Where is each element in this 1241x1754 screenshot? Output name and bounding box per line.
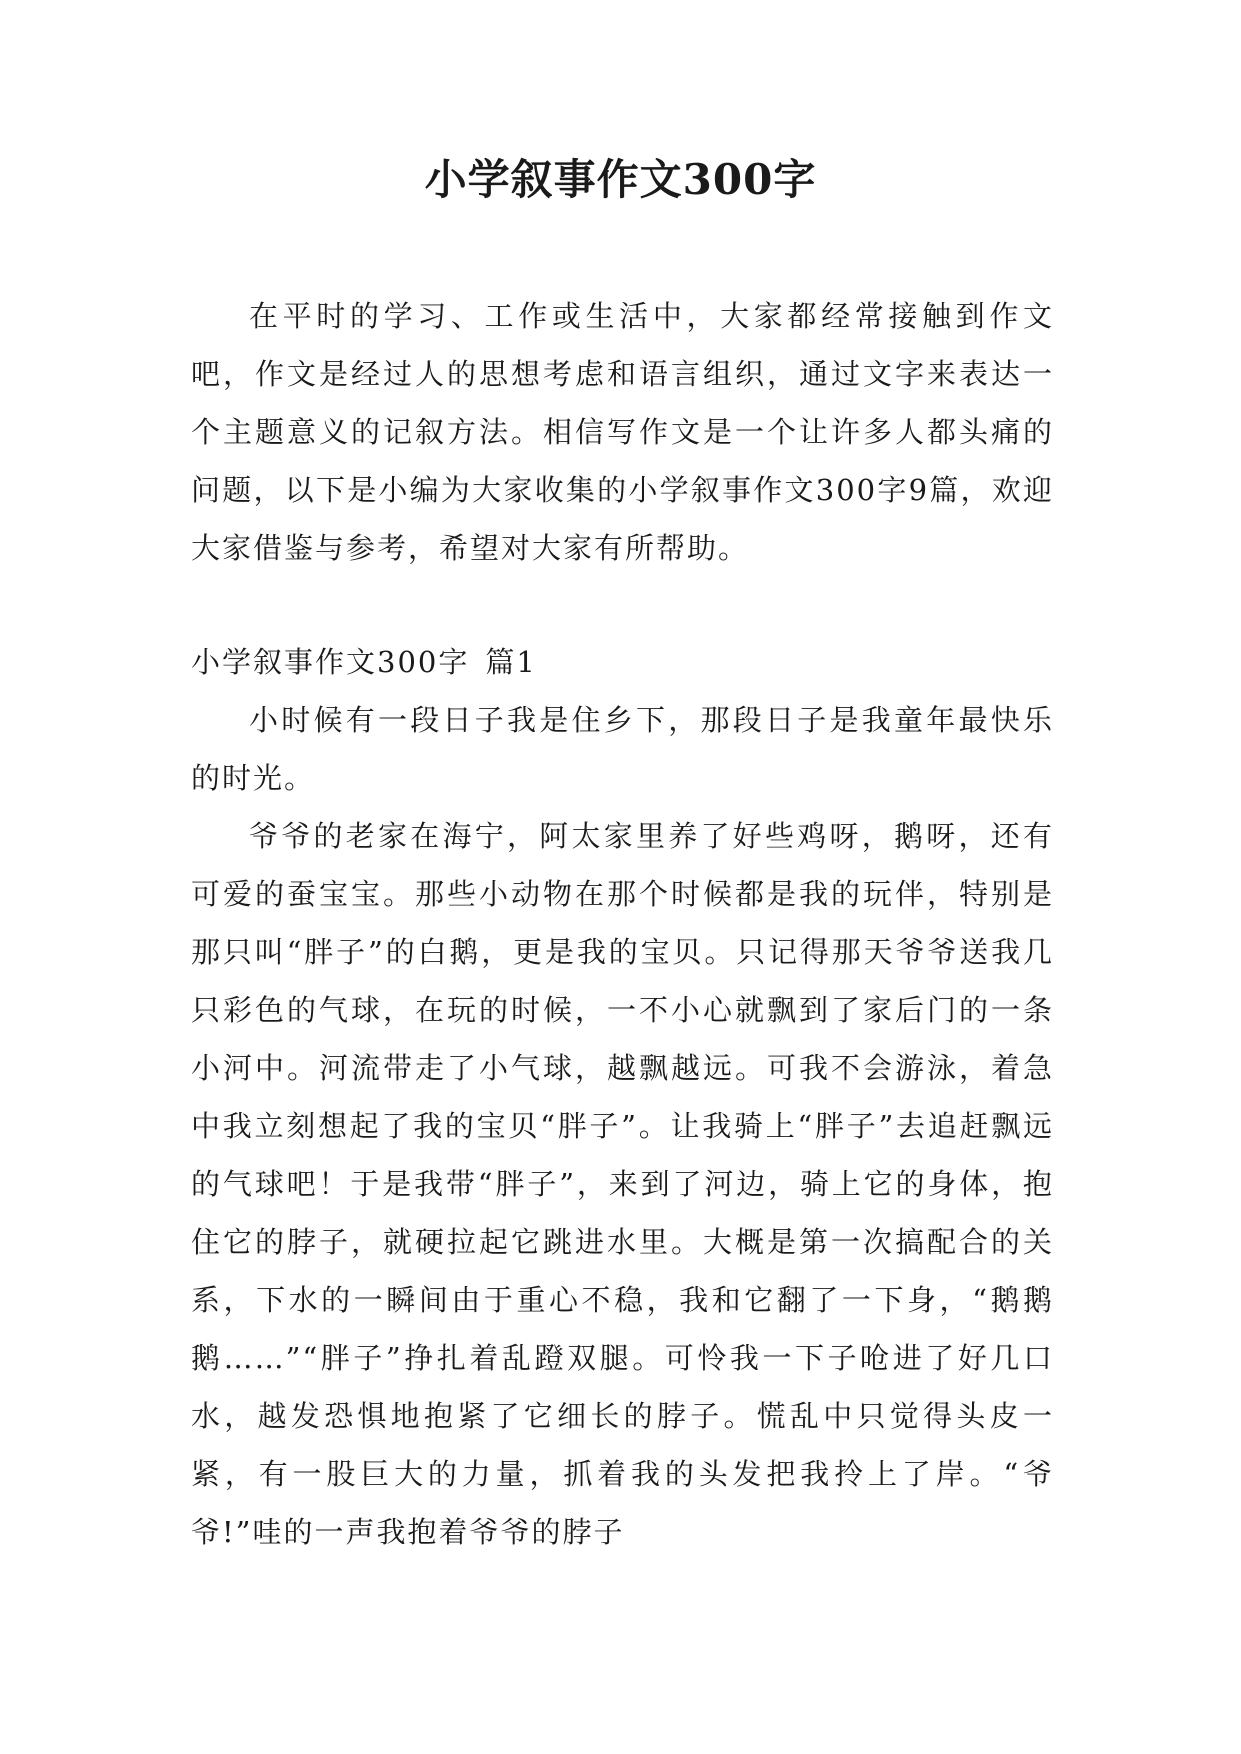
body-paragraph: 小时候有一段日子我是住乡下，那段日子是我童年最快乐的时光。 xyxy=(191,703,1054,795)
document-title: 小学叙事作文300字 xyxy=(424,155,817,204)
section-heading-title: 小学叙事作文300字 xyxy=(191,645,470,679)
section-heading-part: 篇1 xyxy=(485,645,537,679)
section-heading xyxy=(191,633,1054,691)
document-body xyxy=(191,287,1054,1561)
intro-paragraph: 在平时的学习、工作或生活中，大家都经常接触到作文吧，作文是经过人的思想考虑和语言组织，通过文字来表达一个主题意义的记叙方法。相信写作文是一个让许多人都头痛的问题，以下是小编为大家收集的小学叙事作文300字9篇，欢迎大家借鉴与参考，希望对大家有所帮助。 xyxy=(191,299,1054,565)
body-paragraph: 爷爷的老家在海宁，阿太家里养了好些鸡呀，鹅呀，还有可爱的蚕宝宝。那些小动物在那个时候都是我的玩伴，特别是那只叫“胖子”的白鹅，更是我的宝贝。只记得那天爷爷送我几只彩色的气球，在玩的时候，一不小心就飘到了家后门的一条小河中。河流带走了小气球，越飘越远。可我不会游泳，着急中我立刻想起了我的宝贝“胖子”。让我骑上“胖子”去追赶飘远的气球吧！于是我带“胖子”，来到了河边，骑上它的身体，抱住它的脖子，就硬拉起它跳进水里。大概是第一次搞配合的关系，下水的一瞬间由于重心不稳，我和它翻了一下身，“鹅鹅鹅……”“胖子”挣扎着乱蹬双腿。可怜我一下子呛进了好几口水，越发恐惧地抱紧了它细长的脖子。慌乱中只觉得头皮一紧，有一股巨大的力量，抓着我的头发把我拎上了岸。“爷爷!”哇的一声我抱着爷爷的脖子 xyxy=(191,819,1054,1549)
